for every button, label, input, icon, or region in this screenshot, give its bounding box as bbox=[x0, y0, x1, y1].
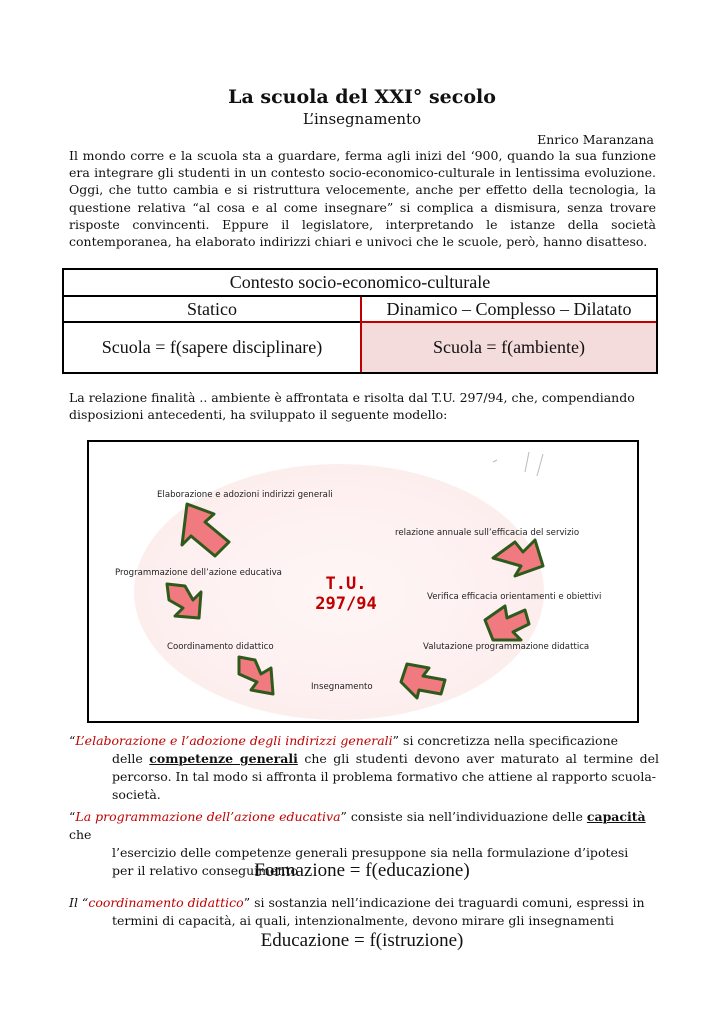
p3-line4: società. bbox=[112, 787, 161, 802]
label-elaborazione: Elaborazione e adozioni indirizzi generali bbox=[157, 490, 333, 500]
tu-model-diagram bbox=[87, 440, 639, 723]
cell-formula-dynamic: Scuola = f(ambiente) bbox=[360, 323, 656, 372]
center-line-1: T.U. bbox=[325, 574, 367, 594]
p4-line1: “La programmazione dell’azione educativa” consiste sia nell’individuazione delle capacità che bbox=[69, 809, 646, 842]
context-table bbox=[62, 268, 658, 374]
p3-red-phrase: L’elaborazione e l’adozione degli indirizzi generali bbox=[75, 733, 393, 748]
p3-line3: percorso. In tal modo si affronta il problema formativo che attiene al rapporto scuola- bbox=[112, 769, 656, 784]
table-header: Contesto socio-economico-culturale bbox=[64, 270, 656, 297]
formula-educazione: Educazione = f(istruzione) bbox=[260, 930, 464, 951]
p4-red-phrase: La programmazione dell’azione educativa bbox=[75, 809, 341, 824]
p5-line2: termini di capacità, ai quali, intenzionalmente, devono mirare gli insegnamenti bbox=[112, 913, 615, 928]
paragraph-elaborazione bbox=[69, 732, 659, 804]
label-valutazione: Valutazione programmazione didattica bbox=[423, 642, 590, 652]
p5-line1: Il “coordinamento didattico” si sostanzia nell’indicazione dei traguardi comuni, espressi in bbox=[69, 895, 645, 910]
p3-line2: delle competenze generali che gli studenti devono aver maturato al termine del bbox=[112, 751, 660, 766]
p5-red-phrase: coordinamento didattico bbox=[88, 895, 244, 910]
paragraph-coordinamento bbox=[69, 894, 659, 930]
author: Enrico Maranzana bbox=[537, 132, 654, 147]
model-intro-paragraph: La relazione finalità .. ambiente è affrontata e risolta dal T.U. 297/94, che, compendiando disposizioni antecedenti, ha sviluppato il seguente modello: bbox=[69, 390, 635, 422]
cell-static: Statico bbox=[64, 297, 360, 323]
pencil-marks-icon bbox=[493, 452, 543, 476]
center-line-2: 297/94 bbox=[315, 594, 377, 614]
formula-formazione: Formazione = f(educazione) bbox=[254, 860, 470, 881]
p3-line1: “L’elaborazione e l’adozione degli indirizzi generali” si concretizza nella specificazione bbox=[69, 733, 619, 748]
label-insegnamento: Insegnamento bbox=[311, 682, 373, 692]
diagram-center-label bbox=[301, 574, 391, 614]
label-coordinamento: Coordinamento didattico bbox=[167, 642, 274, 652]
intro-paragraph: Il mondo corre e la scuola sta a guardare, ferma agli inizi del ‘900, quando la sua funzione era integrare gli studenti in un contesto socio-economico-culturale in lentissima evoluzione. Oggi, che tutto cambia e si ristruttura velocemente, anche per effetto della tecnologia, la questione relativa “al cosa e al come insegnare” si complica a dismisura, senza trovare risposte convincenti. Eppure il legislatore, interpretando le istanze della società contemporanea, ha elaborato indirizzi chiari e univoci che le scuole, però, hanno disatteso. bbox=[69, 148, 656, 250]
label-programmazione: Programmazione dell’azione educativa bbox=[115, 568, 282, 578]
label-verifica: Verifica efficacia orientamenti e obiettivi bbox=[427, 592, 602, 602]
cell-dynamic: Dinamico – Complesso – Dilatato bbox=[360, 297, 656, 323]
p4-line2: l’esercizio delle competenze generali presuppone sia nella formulazione d’ipotesi bbox=[112, 845, 629, 860]
page-title: La scuola del XXI° secolo bbox=[228, 86, 496, 108]
page-subtitle: L’insegnamento bbox=[302, 110, 422, 128]
cell-formula-static: Scuola = f(sapere disciplinare) bbox=[101, 337, 323, 357]
p4-line3: per il relativo conseguimento bbox=[112, 863, 299, 878]
label-relazione: relazione annuale sull’efficacia del servizio bbox=[395, 528, 580, 538]
p4-underlined: capacità bbox=[586, 809, 646, 824]
p3-underlined: competenze generali bbox=[149, 751, 298, 766]
